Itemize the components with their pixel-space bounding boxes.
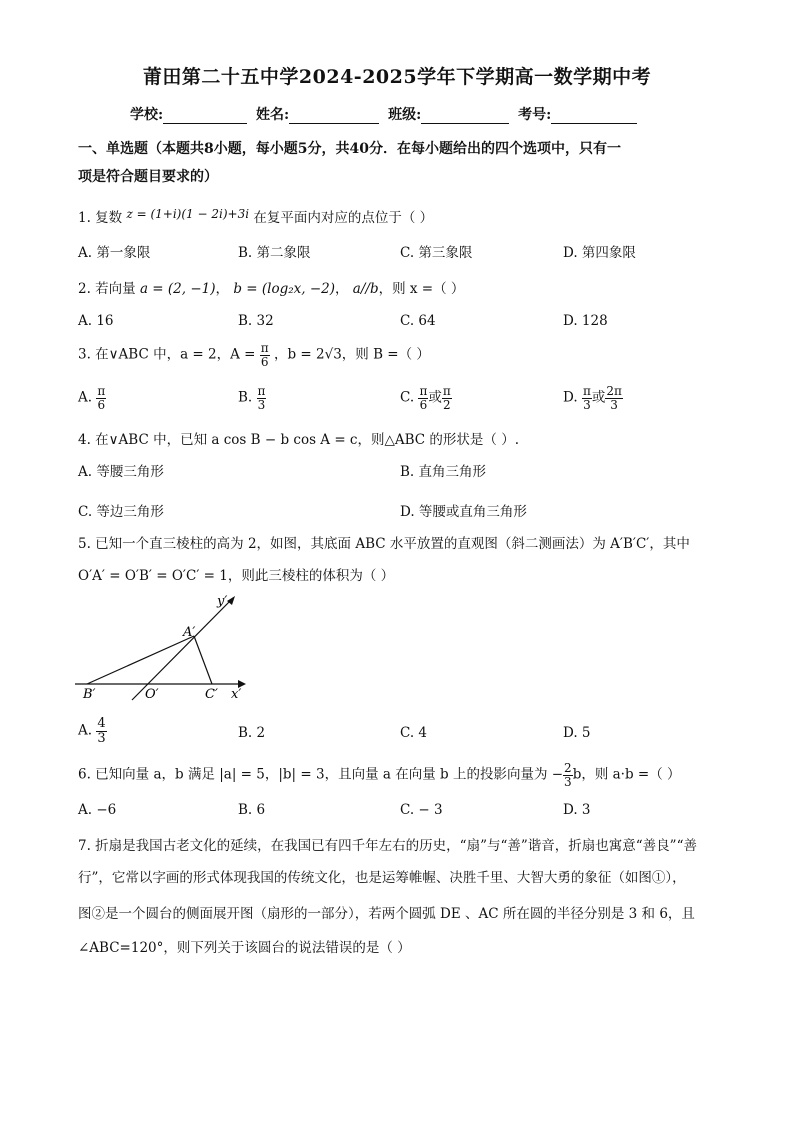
- q1-option-a[interactable]: A. 第一象限: [78, 245, 151, 261]
- q5-option-b[interactable]: B. 2: [238, 725, 266, 741]
- edge-ab: [87, 636, 194, 684]
- q3-option-b[interactable]: B. $\frac{\pi}{3}$: [238, 384, 266, 412]
- label-x: x′: [231, 687, 242, 702]
- q5-option-d[interactable]: D. 5: [563, 725, 591, 741]
- label-a: A′: [183, 625, 196, 640]
- q1-option-d[interactable]: D. 第四象限: [563, 245, 636, 261]
- q4-option-b[interactable]: B. 直角三角形: [400, 464, 487, 480]
- question-6: 6. 已知向量 a，b 满足 |a| = 5，|b| = 3，且向量 a 在向量 b 上的投影向量为 − $\frac{2}{3}$ b，则 a·b =（ ）: [78, 761, 681, 789]
- q2-option-b[interactable]: B. 32: [238, 313, 274, 329]
- q4-option-d[interactable]: D. 等腰或直角三角形: [400, 504, 527, 520]
- q2-option-c[interactable]: C. 64: [400, 313, 436, 329]
- id-blank[interactable]: [551, 109, 637, 124]
- q6-option-a[interactable]: A. −6: [78, 802, 117, 818]
- q3-option-d[interactable]: D. $\frac{\pi}{3}$ 或 $\frac{2\pi}{3}$: [563, 384, 622, 412]
- class-label: 班级:: [388, 107, 422, 123]
- label-b: B′: [83, 687, 96, 702]
- question-5-line1: 5. 已知一个直三棱柱的高为 2，如图，其底面 ABC 水平放置的直观图（斜二测画法）为 A′B′C′，其中: [78, 536, 690, 552]
- label-c: C′: [205, 687, 218, 702]
- label-o: O′: [145, 687, 159, 702]
- q6-option-d[interactable]: D. 3: [563, 802, 591, 818]
- school-label: 学校:: [130, 107, 164, 123]
- edge-ac: [194, 636, 212, 684]
- question-7-line3: 图②是一个圆台的侧面展开图（扇形的一部分），若两个圆弧 DE 、AC 所在圆的半径分别是 3 和 6，且: [78, 906, 695, 922]
- section-heading-line2: 项是符合题目要求的）: [78, 169, 218, 185]
- page-title: 莆田第二十五中学2024-2025学年下学期高一数学期中考: [142, 66, 652, 88]
- question-2: 2. 若向量 a = (2, −1)， b = (log₂x, −2)， a//b，则 x =（ ）: [78, 281, 465, 297]
- question-5-line2: O′A′ = O′B′ = O′C′ = 1，则此三棱柱的体积为（ ）: [78, 568, 395, 584]
- student-info-row: [130, 104, 641, 124]
- q6-option-c[interactable]: C. − 3: [400, 802, 443, 818]
- q3-option-c[interactable]: C. $\frac{\pi}{6}$ 或 $\frac{\pi}{2}$: [400, 384, 451, 412]
- oblique-diagram: [75, 590, 255, 705]
- q4-option-c[interactable]: C. 等边三角形: [78, 504, 164, 520]
- q5-option-c[interactable]: C. 4: [400, 725, 428, 741]
- id-label: 考号:: [518, 107, 552, 123]
- name-label: 姓名:: [256, 107, 290, 123]
- q2-option-d[interactable]: D. 128: [563, 313, 608, 329]
- question-7-line2: 行”，它常以字画的形式体现我国的传统文化，也是运筹帷幄、决胜千里、大智大勇的象征（如图①），: [78, 870, 686, 886]
- question-4: 4. 在∨ABC 中，已知 a cos B − b cos A = c，则△ABC 的形状是（ ）.: [78, 432, 519, 448]
- section-heading-line1: 一、单选题（本题共8小题，每小题5分，共40分．在每小题给出的四个选项中，只有一: [78, 141, 621, 157]
- class-blank[interactable]: [421, 109, 509, 124]
- label-y: y′: [217, 594, 228, 609]
- y-axis: [132, 598, 233, 700]
- q1-option-b[interactable]: B. 第二象限: [238, 245, 311, 261]
- q3-option-a[interactable]: A. $\frac{\pi}{6}$: [78, 384, 106, 412]
- question-1: 1. 复数 z = (1+i)(1 − 2i)+3i 在复平面内对应的点位于（ ）: [78, 207, 434, 226]
- question-7-line1: 7. 折扇是我国古老文化的延续，在我国已有四千年左右的历史，“扇”与“善”谐音，折扇也寓意“善良”“善: [78, 838, 697, 854]
- q6-option-b[interactable]: B. 6: [238, 802, 266, 818]
- question-7-line4: ∠ABC=120°，则下列关于该圆台的说法错误的是（ ）: [78, 940, 411, 956]
- q5-option-a[interactable]: A. $\frac{4}{3}$: [78, 716, 106, 746]
- school-blank[interactable]: [163, 109, 247, 124]
- q2-option-a[interactable]: A. 16: [78, 313, 114, 329]
- q1-formula: z = (1+i)(1 − 2i)+3i: [126, 207, 250, 221]
- name-blank[interactable]: [289, 109, 379, 124]
- q4-option-a[interactable]: A. 等腰三角形: [78, 464, 164, 480]
- question-3: 3. 在∨ABC 中，a = 2，A = $\frac{\pi}{6}$ ，b = 2√3，则 B =（ ）: [78, 341, 430, 369]
- q1-option-c[interactable]: C. 第三象限: [400, 245, 473, 261]
